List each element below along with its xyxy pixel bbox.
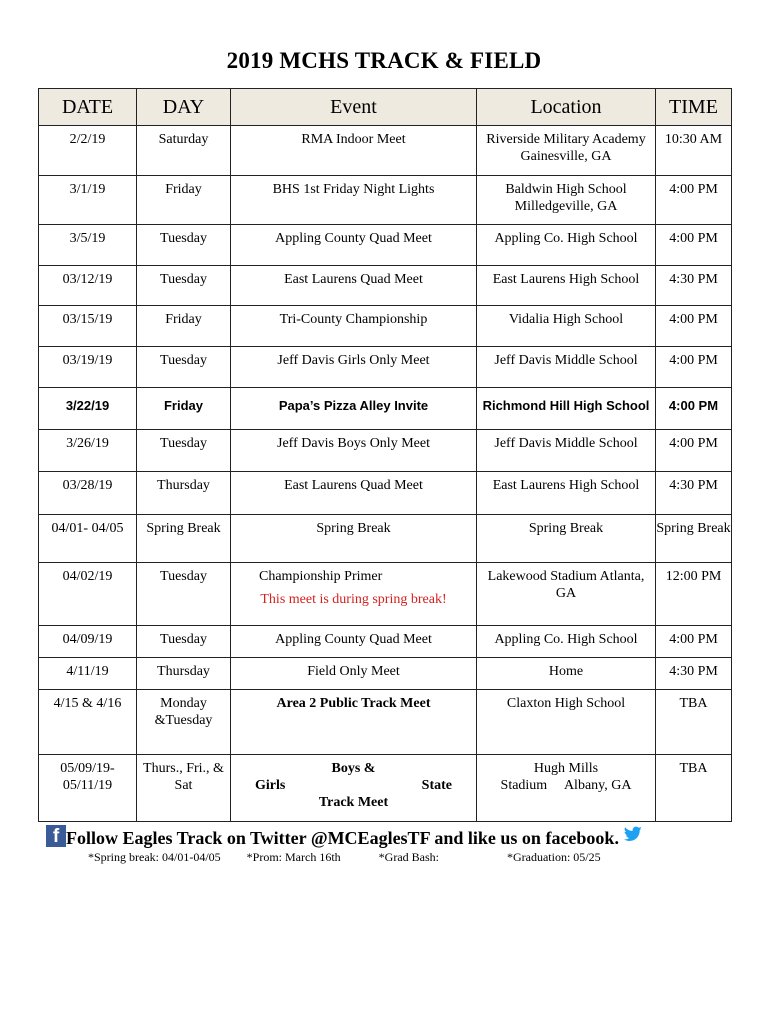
table-row — [39, 388, 732, 430]
note-graduation: *Graduation: 05/25 — [506, 850, 601, 864]
event-word: State — [421, 778, 452, 793]
time-cell: 4:00 PM — [656, 347, 732, 388]
time-cell: 4:00 PM — [656, 176, 732, 225]
date-cell: 04/02/19 — [39, 563, 137, 626]
day-cell: Thurs., Fri., & Sat — [137, 755, 231, 822]
time-cell: 4:00 PM — [656, 430, 732, 472]
event-line — [231, 777, 476, 794]
day-cell: Tuesday — [137, 225, 231, 266]
event-cell: Appling County Quad Meet — [231, 626, 477, 658]
event-line: Track Meet — [318, 795, 389, 810]
follow-text: Follow Eagles Track on Twitter @MCEaglesTF and like us on facebook. — [66, 828, 619, 848]
time-cell: 4:00 PM — [656, 225, 732, 266]
page-title: 2019 MCHS TRACK & FIELD — [226, 48, 542, 73]
footer-notes — [88, 850, 601, 865]
time-cell: 4:00 PM — [656, 626, 732, 658]
event-cell — [231, 563, 477, 626]
date-cell: 03/28/19 — [39, 472, 137, 515]
date-cell: 3/1/19 — [39, 176, 137, 225]
header-location: Location — [477, 89, 656, 126]
event-cell: East Laurens Quad Meet — [231, 472, 477, 515]
schedule-table — [38, 88, 732, 822]
location-cell: Appling Co. High School — [477, 626, 656, 658]
table-row — [39, 690, 732, 755]
table-row — [39, 472, 732, 515]
event-cell: Papa’s Pizza Alley Invite — [231, 388, 477, 430]
table-row — [39, 515, 732, 563]
day-cell: Tuesday — [137, 626, 231, 658]
time-cell: 4:30 PM — [656, 266, 732, 306]
day-cell: Friday — [137, 176, 231, 225]
header-row — [39, 89, 732, 126]
day-cell: Tuesday — [137, 266, 231, 306]
time-cell: 4:30 PM — [656, 658, 732, 690]
location-cell: East Laurens High School — [477, 266, 656, 306]
date-cell: 3/5/19 — [39, 225, 137, 266]
event-cell: Appling County Quad Meet — [231, 225, 477, 266]
day-cell: Friday — [137, 388, 231, 430]
header-date: DATE — [39, 89, 137, 126]
time-cell: TBA — [656, 690, 732, 755]
location-line: Hugh Mills — [533, 761, 599, 776]
event-cell — [231, 755, 477, 822]
event-cell: Tri-County Championship — [231, 306, 477, 347]
header-event: Event — [231, 89, 477, 126]
time-cell: 4:00 PM — [656, 306, 732, 347]
event-name: Championship Primer — [259, 569, 383, 584]
event-cell: Jeff Davis Boys Only Meet — [231, 430, 477, 472]
note-spring-break: *Spring break: 04/01-04/05 — [88, 850, 221, 864]
event-cell: Field Only Meet — [231, 658, 477, 690]
location-cell: Lakewood Stadium Atlanta, GA — [477, 563, 656, 626]
day-cell: Thursday — [137, 658, 231, 690]
header-time: TIME — [656, 89, 732, 126]
location-cell: Baldwin High School Milledgeville, GA — [477, 176, 656, 225]
time-cell: 10:30 AM — [656, 126, 732, 176]
date-cell: 05/09/19- 05/11/19 — [39, 755, 137, 822]
event-cell: Jeff Davis Girls Only Meet — [231, 347, 477, 388]
note-prom: *Prom: March 16th — [246, 850, 341, 864]
time-cell: 4:30 PM — [656, 472, 732, 515]
event-cell: Spring Break — [231, 515, 477, 563]
location-word: Albany, GA — [563, 778, 632, 793]
table-row — [39, 658, 732, 690]
location-cell: Riverside Military Academy Gainesville, GA — [477, 126, 656, 176]
table-row — [39, 266, 732, 306]
location-cell: Jeff Davis Middle School — [477, 347, 656, 388]
facebook-icon[interactable]: f — [46, 825, 66, 847]
spring-break-warning: This meet is during spring break! — [260, 592, 447, 607]
table-row — [39, 563, 732, 626]
day-cell: Tuesday — [137, 347, 231, 388]
day-cell: Friday — [137, 306, 231, 347]
event-line: Boys & — [331, 761, 376, 776]
table-row — [39, 225, 732, 266]
location-cell — [477, 755, 656, 822]
location-cell: Home — [477, 658, 656, 690]
time-cell: 12:00 PM — [656, 563, 732, 626]
day-cell: Monday &Tuesday — [137, 690, 231, 755]
date-cell: 3/22/19 — [39, 388, 137, 430]
table-row — [39, 755, 732, 822]
event-word: Girls — [255, 778, 286, 793]
event-cell: RMA Indoor Meet — [231, 126, 477, 176]
header-day: DAY — [137, 89, 231, 126]
date-cell: 4/15 & 4/16 — [39, 690, 137, 755]
event-cell: East Laurens Quad Meet — [231, 266, 477, 306]
time-cell: TBA — [656, 755, 732, 822]
table-row — [39, 626, 732, 658]
note-grad-bash: *Grad Bash: — [378, 850, 439, 864]
day-cell: Thursday — [137, 472, 231, 515]
table-row — [39, 176, 732, 225]
location-cell: East Laurens High School — [477, 472, 656, 515]
time-cell: 4:00 PM — [656, 388, 732, 430]
time-cell: Spring Break — [656, 515, 732, 563]
location-cell: Jeff Davis Middle School — [477, 430, 656, 472]
table-row — [39, 430, 732, 472]
date-cell: 03/12/19 — [39, 266, 137, 306]
date-cell: 4/11/19 — [39, 658, 137, 690]
location-cell: Claxton High School — [477, 690, 656, 755]
date-cell: 04/01- 04/05 — [39, 515, 137, 563]
day-cell: Tuesday — [137, 563, 231, 626]
date-cell: 3/26/19 — [39, 430, 137, 472]
location-line — [477, 777, 655, 794]
date-cell: 03/19/19 — [39, 347, 137, 388]
location-cell: Spring Break — [477, 515, 656, 563]
location-cell: Vidalia High School — [477, 306, 656, 347]
date-cell: 2/2/19 — [39, 126, 137, 176]
date-cell: 03/15/19 — [39, 306, 137, 347]
location-cell: Richmond Hill High School — [477, 388, 656, 430]
date-cell: 04/09/19 — [39, 626, 137, 658]
table-row — [39, 306, 732, 347]
location-word: Stadium — [500, 778, 548, 793]
twitter-icon[interactable] — [624, 826, 642, 842]
event-cell: Area 2 Public Track Meet — [231, 690, 477, 755]
day-cell: Tuesday — [137, 430, 231, 472]
day-cell: Saturday — [137, 126, 231, 176]
table-row — [39, 126, 732, 176]
day-cell: Spring Break — [137, 515, 231, 563]
location-cell: Appling Co. High School — [477, 225, 656, 266]
table-row — [39, 347, 732, 388]
event-cell: BHS 1st Friday Night Lights — [231, 176, 477, 225]
